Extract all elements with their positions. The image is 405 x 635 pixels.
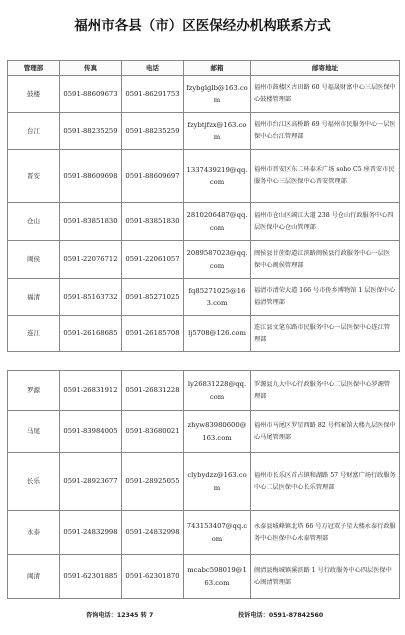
address-cell: 福州市仓山区阔江大道 238 号仓山行政服务中心四层医保中心仓山管理部 (251, 203, 400, 241)
email-cell: clybydzz@163.com (184, 453, 251, 511)
address-cell: 永泰县城峰镇北塔 66 号万冠双子星大楼永泰行政服务中心医保中心永泰管理部 (251, 511, 400, 555)
table-row (8, 316, 400, 352)
department-cell: 鼓楼 (8, 76, 60, 113)
header-fax: 传真 (60, 61, 122, 76)
table-row (8, 411, 400, 453)
department-cell: 永泰 (8, 511, 60, 555)
phone-cell: 0591-26185708 (122, 316, 184, 352)
header-department: 管理部 (8, 61, 60, 76)
department-cell: 福清 (8, 279, 60, 316)
phone-cell: 0591-26831228 (122, 371, 184, 411)
fax-cell: 0591-24832998 (60, 511, 122, 555)
table-row (8, 511, 400, 555)
table-row (8, 203, 400, 241)
phone-cell: 0591-22061057 (122, 241, 184, 279)
email-cell: mcabc598019@163.com (184, 555, 251, 599)
email-cell: fzybtjfzx@163.com (184, 113, 251, 150)
header-phone: 电话 (122, 61, 184, 76)
email-cell: 2810206487@qq.com (184, 203, 251, 241)
phone-cell: 0591-86291753 (122, 76, 184, 113)
department-cell: 罗源 (8, 371, 60, 411)
address-cell: 福清市清荣大道 166 号市侨乡博物馆 1 层医保中心福清管理部 (251, 279, 400, 316)
phone-cell: 0591-83851830 (122, 203, 184, 241)
phone-cell: 0591-85271025 (122, 279, 184, 316)
address-cell: 福州市鼓楼区古田路 60 号福晟财富中心三层医保中心鼓楼管理部 (251, 76, 400, 113)
address-cell: 罗源县九大中心行政服务中心二层医保中心罗源管理部 (251, 371, 400, 411)
email-cell: 743153407@qq.com (184, 511, 251, 555)
email-cell: zhyw83980600@163.com (184, 411, 251, 453)
phone-cell: 0591-83680021 (122, 411, 184, 453)
contact-table-bottom (7, 370, 400, 599)
address-cell: 福州市台江区高桥路 69 号福州市民服务中心一层医保中心台江管理部 (251, 113, 400, 150)
department-cell: 长乐 (8, 453, 60, 511)
email-cell: fzybglglb@163.com (184, 76, 251, 113)
department-cell: 连江 (8, 316, 60, 352)
table-header-row (8, 61, 400, 76)
header-address: 邮寄地址 (251, 61, 400, 76)
address-cell: 福州市晋安区东二环泰禾广场 soho C5 座晋安市民服务中心三层医保中心晋安管理部 (251, 150, 400, 203)
phone-cell: 0591-62301870 (122, 555, 184, 599)
table-row (8, 555, 400, 599)
fax-cell: 0591-26831912 (60, 371, 122, 411)
table-row (8, 453, 400, 511)
table-row (8, 279, 400, 316)
department-cell: 马尾 (8, 411, 60, 453)
fax-cell: 0591-85163732 (60, 279, 122, 316)
department-cell: 闽清 (8, 555, 60, 599)
table-row (8, 113, 400, 150)
email-cell: 1337439219@qq.com (184, 150, 251, 203)
email-cell: ly26831228@qq.com (184, 371, 251, 411)
fax-cell: 0591-83851830 (60, 203, 122, 241)
address-cell: 福州市马尾区罗星西路 82 号档案馆大楼九层医保中心马尾管理部 (251, 411, 400, 453)
department-cell: 晋安 (8, 150, 60, 203)
address-cell: 闽侯县甘蔗街道江滨路闽侯县行政服务中心一层医保中心闽侯管理部 (251, 241, 400, 279)
email-cell: 2089587023@qq.com (184, 241, 251, 279)
complaint-phone: 投诉电话：0591-87842560 (238, 612, 324, 619)
table-row (8, 241, 400, 279)
fax-cell: 0591-26168685 (60, 316, 122, 352)
department-cell: 仓山 (8, 203, 60, 241)
document-title: 福州市各县（市）区医保经办机构联系方式 (74, 18, 331, 34)
consult-phone: 咨询电话：12345 转 7 (86, 612, 154, 619)
fax-cell: 0591-28923677 (60, 453, 122, 511)
phone-cell: 0591-28925055 (122, 453, 184, 511)
address-cell: 连江县文笔东路市民服务中心一层医保中心连江管理部 (251, 316, 400, 352)
address-cell: 闽清县梅城镇溪滨路 1 号行政服务中心四层医保中心闽清管理部 (251, 555, 400, 599)
phone-cell: 0591-88235259 (122, 113, 184, 150)
email-cell: lj5708@126.com (184, 316, 251, 352)
department-cell: 闽侯 (8, 241, 60, 279)
contact-table-top (7, 60, 400, 352)
table-row (8, 150, 400, 203)
fax-cell: 0591-62301885 (60, 555, 122, 599)
address-cell: 福州市长乐区首占镇和湖路 57 号财富广场行政服务中心二层医保中心长乐管理部 (251, 453, 400, 511)
fax-cell: 0591-83984005 (60, 411, 122, 453)
phone-cell: 0591-88609697 (122, 150, 184, 203)
fax-cell: 0591-22076712 (60, 241, 122, 279)
table-row (8, 76, 400, 113)
table-row (8, 371, 400, 411)
header-email: 邮箱 (184, 61, 251, 76)
fax-cell: 0591-88235259 (60, 113, 122, 150)
department-cell: 台江 (8, 113, 60, 150)
fax-cell: 0591-88609673 (60, 76, 122, 113)
email-cell: fq85271025@163.com (184, 279, 251, 316)
fax-cell: 0591-88609698 (60, 150, 122, 203)
phone-cell: 0591-24832998 (122, 511, 184, 555)
